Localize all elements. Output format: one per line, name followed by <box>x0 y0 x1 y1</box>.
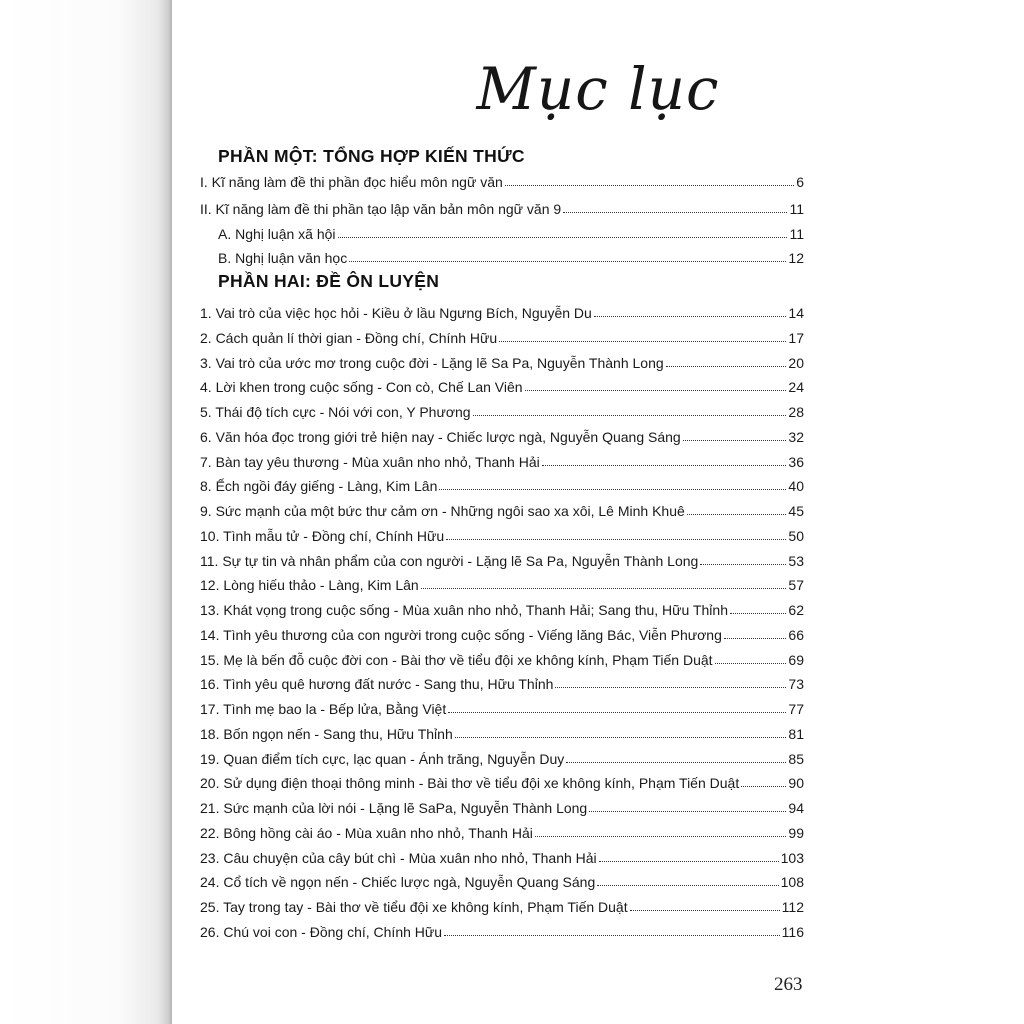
dot-leader <box>683 440 787 441</box>
dot-leader <box>566 762 786 763</box>
toc-entry <box>200 842 804 866</box>
toc-entry <box>200 594 804 618</box>
dot-leader <box>473 415 787 416</box>
toc-entry-page: 6 <box>796 174 804 190</box>
dot-leader <box>455 737 787 738</box>
toc-entry <box>200 520 804 544</box>
toc-entry <box>218 242 804 266</box>
toc-entry-label: 2. Cách quản lí thời gian - Đồng chí, Chính Hữu <box>200 329 498 346</box>
dot-leader <box>563 212 787 213</box>
dot-leader <box>525 390 787 391</box>
dot-leader <box>730 613 786 614</box>
toc-entry-page: 11 <box>789 201 804 217</box>
dot-leader <box>687 514 787 515</box>
dot-leader <box>630 910 780 911</box>
toc-entry <box>200 545 804 569</box>
toc-entry-label: 20. Sử dụng điện thoại thông minh - Bài thơ về tiểu đội xe không kính, Phạm Tiến Duật <box>200 775 740 792</box>
toc-entry <box>200 619 804 643</box>
toc-entry <box>200 644 804 668</box>
toc-entry-label: 3. Vai trò của ước mơ trong cuộc đời - Lặng lẽ Sa Pa, Nguyễn Thành Long <box>200 354 664 371</box>
toc-entry-label: 25. Tay trong tay - Bài thơ về tiểu đội xe không kính, Phạm Tiến Duật <box>200 899 628 915</box>
dot-leader <box>446 539 786 540</box>
toc-entry <box>200 421 804 445</box>
toc-entry-page: 45 <box>788 503 804 519</box>
toc-entry <box>200 792 804 816</box>
toc-entry <box>200 817 804 841</box>
toc-entry-label: 17. Tình mẹ bao la - Bếp lửa, Bằng Việt <box>200 701 447 717</box>
dot-leader <box>448 712 786 713</box>
toc-entry-page: 77 <box>788 701 804 717</box>
toc-entry-page: 36 <box>788 453 804 470</box>
toc-entry-page: 99 <box>788 824 804 841</box>
toc-entry-label: I. Kĩ năng làm đề thi phần đọc hiểu môn ngữ văn <box>200 174 503 190</box>
toc-entry <box>200 916 804 940</box>
toc-entry <box>200 718 804 742</box>
book-spine-shadow <box>0 0 172 1024</box>
dot-leader <box>555 687 786 688</box>
dot-leader <box>666 366 787 367</box>
toc-entry <box>200 743 804 767</box>
toc-entry-label: 13. Khát vọng trong cuộc sống - Mùa xuân nho nhỏ, Thanh Hải; Sang thu, Hữu Thỉnh <box>200 602 728 618</box>
toc-entry <box>200 396 804 420</box>
toc-entry-page: 112 <box>781 899 804 915</box>
toc-entry-page: 53 <box>788 552 804 569</box>
page-title: Mục lục <box>476 55 720 123</box>
toc-entry-page: 14 <box>788 305 804 321</box>
toc-entry-label: 15. Mẹ là bến đỗ cuộc đời con - Bài thơ về tiểu đội xe không kính, Phạm Tiến Duật <box>200 651 713 668</box>
toc-entry <box>200 767 804 791</box>
toc-entry-label: 19. Quan điểm tích cực, lạc quan - Ánh trăng, Nguyễn Duy <box>200 750 565 767</box>
toc-entry-label: 18. Bốn ngọn nến - Sang thu, Hữu Thỉnh <box>200 725 453 742</box>
part-two-heading: PHẦN HAI: ĐỀ ÔN LUYỆN <box>218 271 440 291</box>
toc-entry-label: 24. Cổ tích về ngọn nến - Chiếc lược ngà, Nguyễn Quang Sáng <box>200 874 596 891</box>
toc-entry-page: 108 <box>780 874 804 891</box>
toc-entry-page: 85 <box>788 750 804 767</box>
toc-entry <box>200 446 804 470</box>
toc-entry-page: 69 <box>788 651 804 668</box>
dot-leader <box>421 588 787 589</box>
toc-entry <box>200 891 804 915</box>
toc-entry <box>200 166 804 190</box>
toc-entry-label: 11. Sự tự tin và nhân phẩm của con người - Lặng lẽ Sa Pa, Nguyễn Thành Long <box>200 552 699 569</box>
dot-leader <box>715 663 787 664</box>
toc-entry-page: 62 <box>788 602 804 618</box>
dot-leader <box>700 564 786 565</box>
toc-entry <box>200 569 804 593</box>
dot-leader <box>741 786 786 787</box>
toc-entry-page: 94 <box>788 800 804 816</box>
toc-entry-page: 40 <box>788 478 804 495</box>
dot-leader <box>542 465 787 466</box>
toc-entry <box>200 371 804 395</box>
toc-entry <box>200 347 804 371</box>
toc-entry-label: B. Nghị luận văn học <box>218 250 348 266</box>
toc-entry-label: 26. Chú voi con - Đồng chí, Chính Hữu <box>200 923 443 940</box>
toc-entry-label: 16. Tình yêu quê hương đất nước - Sang thu, Hữu Thỉnh <box>200 676 554 693</box>
toc-entry-page: 11 <box>789 226 804 242</box>
toc-entry-page: 116 <box>781 923 804 940</box>
toc-entry <box>200 495 804 519</box>
toc-entry <box>200 193 804 217</box>
dot-leader <box>439 489 786 490</box>
part-one-heading: PHẦN MỘT: TỔNG HỢP KIẾN THỨC <box>218 146 525 166</box>
toc-entry-label: 6. Văn hóa đọc trong giới trẻ hiện nay - Chiếc lược ngà, Nguyễn Quang Sáng <box>200 428 681 445</box>
toc-entry-page: 24 <box>788 379 804 396</box>
toc-entry-page: 28 <box>788 404 804 420</box>
toc-entry <box>200 866 804 890</box>
toc-entry-page: 57 <box>788 577 804 594</box>
toc-entry-label: 23. Câu chuyện của cây bút chì - Mùa xuân nho nhỏ, Thanh Hải <box>200 849 597 866</box>
toc-entry-page: 81 <box>788 725 804 742</box>
dot-leader <box>499 341 786 342</box>
toc-entry-page: 66 <box>788 626 804 643</box>
toc-entry-label: 14. Tình yêu thương của con người trong cuộc sống - Viếng lăng Bác, Viễn Phương <box>200 626 722 643</box>
toc-entry <box>200 668 804 692</box>
dot-leader <box>505 185 794 186</box>
dot-leader <box>599 861 779 862</box>
dot-leader <box>349 261 786 262</box>
toc-entry <box>200 322 804 346</box>
toc-entry-page: 17 <box>788 329 804 346</box>
toc-entry-label: 4. Lời khen trong cuộc sống - Con cò, Chế Lan Viên <box>200 379 523 396</box>
toc-entry-label: 21. Sức mạnh của lời nói - Lặng lẽ SaPa, Nguyễn Thành Long <box>200 800 588 816</box>
dot-leader <box>594 316 787 317</box>
toc-entry-label: 10. Tình mẫu tử - Đồng chí, Chính Hữu <box>200 527 445 544</box>
dot-leader <box>589 811 786 812</box>
toc-entry-page: 73 <box>788 676 804 693</box>
toc-entry-label: 7. Bàn tay yêu thương - Mùa xuân nho nhỏ, Thanh Hải <box>200 453 540 470</box>
toc-entry-label: 1. Vai trò của việc học hỏi - Kiều ở lầu Ngưng Bích, Nguyễn Du <box>200 305 592 321</box>
toc-entry-label: 8. Ếch ngồi đáy giếng - Làng, Kim Lân <box>200 478 438 495</box>
dot-leader <box>535 836 787 837</box>
dot-leader <box>444 935 780 936</box>
toc-entry-label: A. Nghị luận xã hội <box>218 226 336 242</box>
toc-entry <box>218 218 804 242</box>
toc-entry-label: 12. Lòng hiếu thảo - Làng, Kim Lân <box>200 577 419 594</box>
toc-entry <box>200 297 804 321</box>
dot-leader <box>597 885 778 886</box>
toc-entry-page: 32 <box>788 428 804 445</box>
toc-entry <box>200 693 804 717</box>
toc-entry <box>200 470 804 494</box>
toc-entry-label: 22. Bông hồng cài áo - Mùa xuân nho nhỏ, Thanh Hải <box>200 824 533 841</box>
toc-entry-page: 20 <box>788 354 804 371</box>
toc-entry-page: 50 <box>788 527 804 544</box>
toc-entry-label: II. Kĩ năng làm đề thi phần tạo lập văn bản môn ngữ văn 9 <box>200 201 562 217</box>
page-number: 263 <box>774 974 803 995</box>
toc-entry-page: 90 <box>788 775 804 792</box>
toc-entry-page: 12 <box>788 250 804 266</box>
toc-entry-label: 5. Thái độ tích cực - Nói với con, Y Phương <box>200 404 471 420</box>
dot-leader <box>338 237 788 238</box>
toc-entry-label: 9. Sức mạnh của một bức thư cảm ơn - Những ngôi sao xa xôi, Lê Minh Khuê <box>200 503 685 519</box>
toc-entry-page: 103 <box>780 849 804 866</box>
dot-leader <box>724 638 787 639</box>
